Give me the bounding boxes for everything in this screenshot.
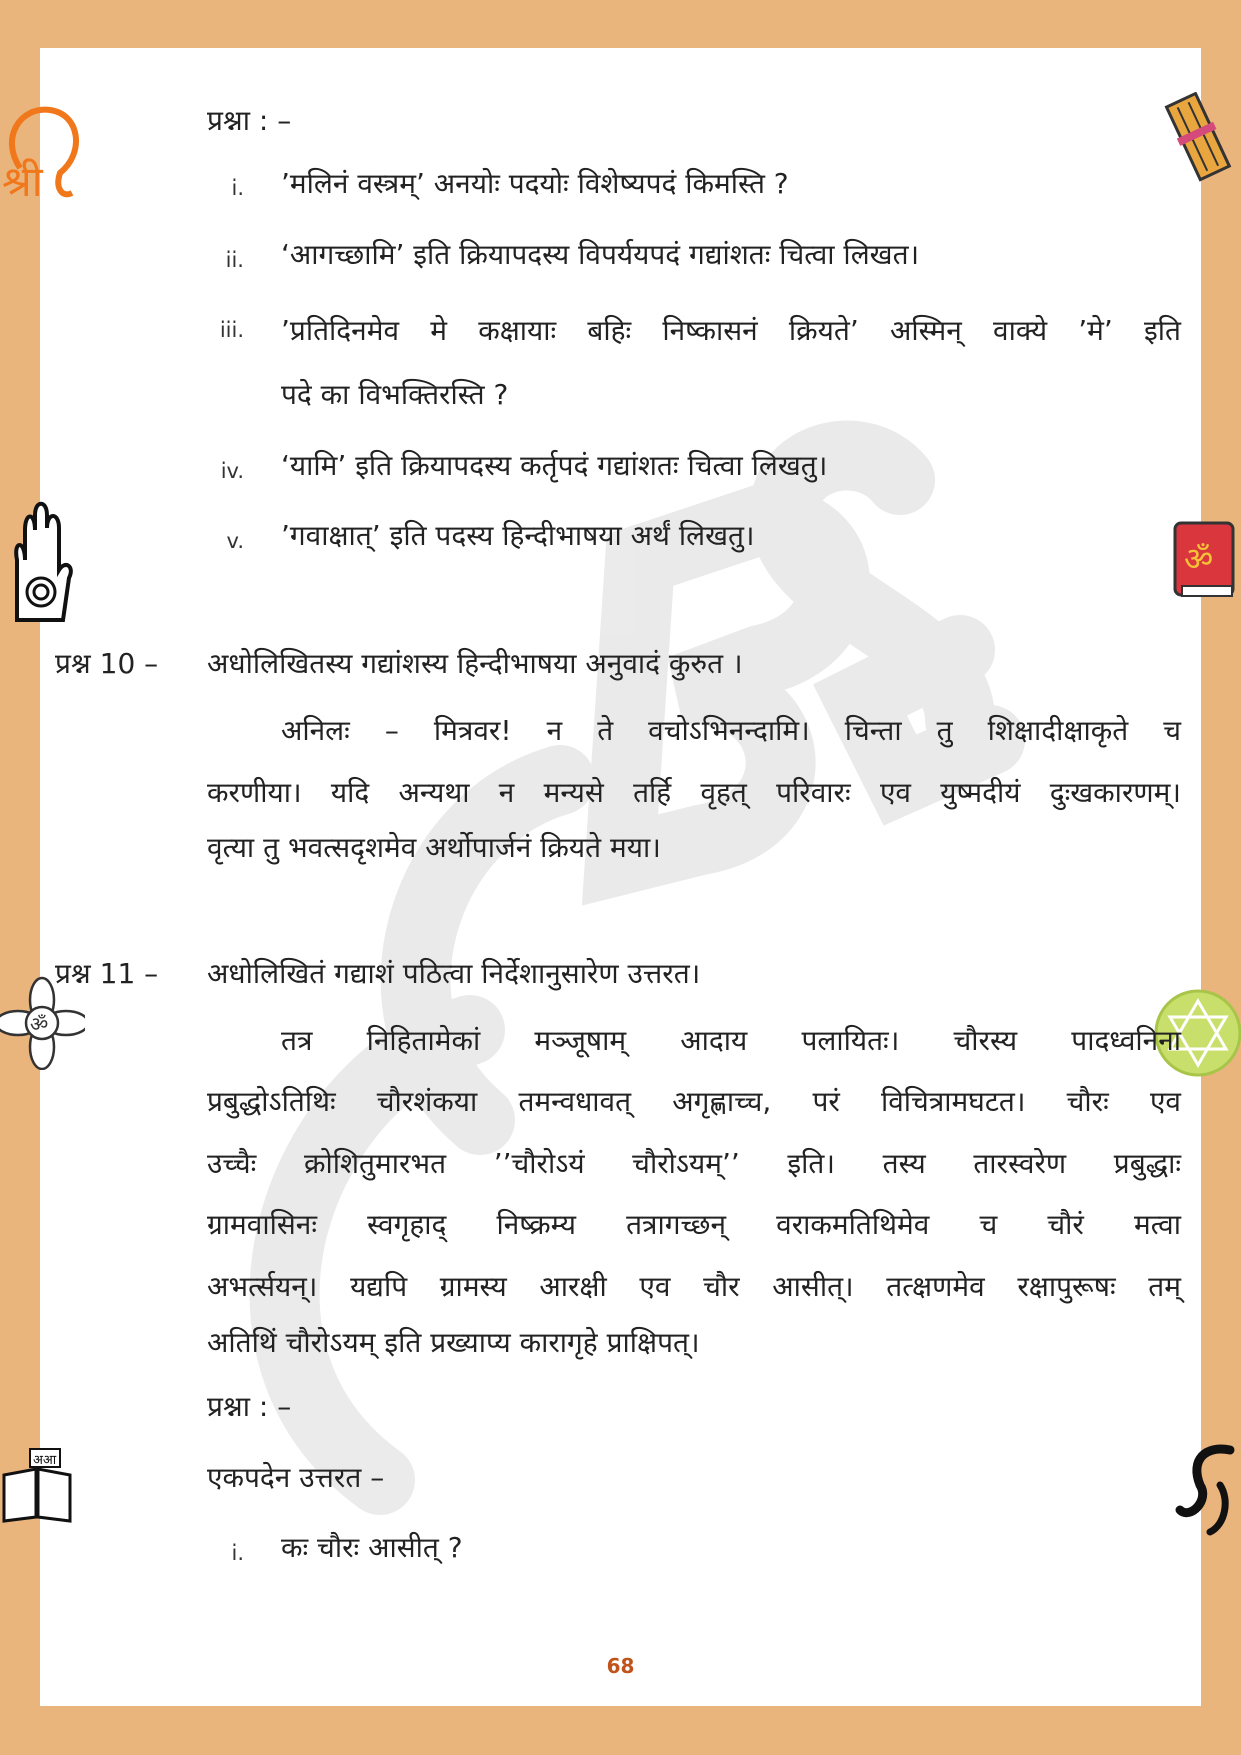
question-number: iii. bbox=[219, 318, 244, 342]
passage-line: अभर्त्सयन्। यद्यपि ग्रामस्य आरक्षी एव चौर आसीत्। तत्क्षणमेव रक्षापुरूषः तम् bbox=[207, 1270, 1181, 1303]
question-instruction: अधोलिखितस्य गद्यांशस्य हिन्दीभाषया अनुवादं कुरुत । bbox=[207, 647, 743, 680]
question-number: v. bbox=[226, 529, 244, 553]
question-text: ’प्रतिदिनमेव मे कक्षायाः बहिः निष्कासनं क्रियते’ अस्मिन् वाक्ये ’मे’ इति bbox=[281, 314, 1181, 347]
questions-heading: प्रश्ना : – bbox=[207, 1390, 292, 1423]
passage-line: अनिलः – मित्रवर! न ते वचोऽभिनन्दामि। चिन्ता तु शिक्षादीक्षाकृते च bbox=[281, 714, 1181, 747]
question-text: ‘यामि’ इति क्रियापदस्य कर्तृपदं गद्यांशतः चित्वा लिखतु। bbox=[281, 449, 828, 482]
shri-calligraphy-icon bbox=[1170, 1440, 1241, 1540]
question-number: i. bbox=[231, 1541, 244, 1565]
passage-line: करणीया। यदि अन्यथा न मन्यसे तर्हि वृहत् परिवारः एव युष्मदीयं दुःखकारणम्। bbox=[207, 776, 1181, 809]
open-book-icon bbox=[0, 1445, 75, 1525]
svg-text:अआ: अआ bbox=[33, 1453, 57, 1468]
question-number: i. bbox=[231, 176, 244, 200]
passage-line: वृत्या तु भवत्सदृशमेव अर्थोपार्जनं क्रियते मया। bbox=[207, 831, 661, 864]
passage-line: उच्चैः क्रोशितुमारभत ’’चौरोऽयं चौरोऽयम्’’ इति। तस्य तारस्वरेण प्रबुद्धाः bbox=[207, 1147, 1181, 1180]
passage-line: ग्रामवासिनः स्वगृहाद् निष्क्रम्य तत्रागच्छन् वराकमतिथिमेव च चौरं मत्वा bbox=[207, 1208, 1181, 1241]
page-sheet bbox=[40, 48, 1201, 1706]
shri-icon bbox=[0, 98, 85, 208]
question-instruction: अधोलिखितं गद्याशं पठित्वा निर्देशानुसारेण उत्तरत। bbox=[207, 957, 701, 990]
question-text: ’गवाक्षात्’ इति पदस्य हिन्दीभाषया अर्थं लिखतु। bbox=[281, 519, 755, 552]
om-book-icon bbox=[1170, 518, 1240, 603]
passage-line: अतिथिं चौरोऽयम् इति प्रख्याप्य कारागृहे प्राक्षिपत्। bbox=[207, 1326, 700, 1359]
svg-text:श्री: श्री bbox=[2, 157, 43, 206]
scroll-icon bbox=[1162, 92, 1232, 182]
question-text: ‘आगच्छामि’ इति क्रियापदस्य विपर्ययपदं गद्यांशतः चित्वा लिखत। bbox=[281, 238, 920, 271]
svg-text:ॐ: ॐ bbox=[1184, 540, 1214, 578]
question-number: iv. bbox=[220, 459, 244, 483]
question-text-continued: पदे का विभक्तिरस्ति ? bbox=[281, 378, 509, 411]
question-text: कः चौरः आसीत् ? bbox=[281, 1531, 463, 1564]
hand-icon bbox=[5, 500, 75, 625]
question-label: प्रश्न 10 – bbox=[55, 647, 159, 680]
passage-line: प्रबुद्धोऽतिथिः चौरशंकया तमन्वधावत् अगृह्णाच्च, परं विचित्रामघटत। चौरः एव bbox=[207, 1085, 1181, 1118]
page-number: 68 bbox=[606, 1654, 635, 1678]
question-number: ii. bbox=[225, 248, 244, 272]
svg-text:ॐ: ॐ bbox=[30, 1012, 49, 1036]
question-label: प्रश्न 11 – bbox=[55, 957, 159, 990]
questions-subheading: एकपदेन उत्तरत – bbox=[207, 1461, 385, 1494]
question-text: ’मलिनं वस्त्रम्’ अनयोः पदयोः विशेष्यपदं किमस्ति ? bbox=[281, 167, 789, 200]
passage-line: तत्र निहितामेकां मञ्जूषाम् आदाय पलायितः। चौरस्य पादध्वनिना bbox=[281, 1024, 1181, 1057]
questions-heading: प्रश्ना : – bbox=[207, 104, 292, 137]
